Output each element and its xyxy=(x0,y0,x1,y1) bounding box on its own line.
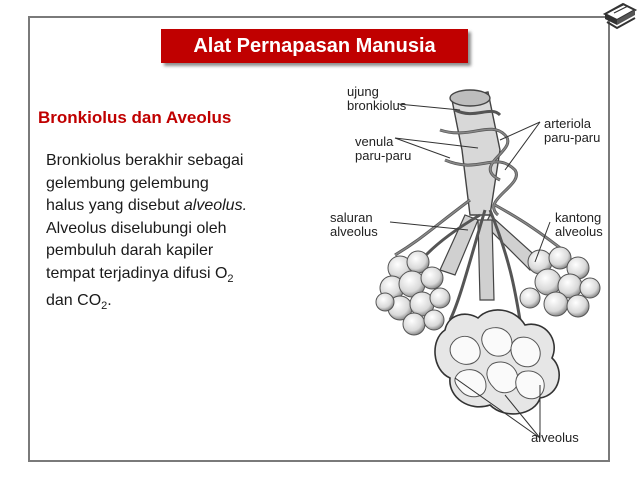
book-stack-icon xyxy=(601,0,638,32)
alveolus-term: alveolus. xyxy=(183,197,248,214)
label-arteriola-paru: paru-paru xyxy=(544,130,601,145)
alveolar-sac-right xyxy=(520,247,600,317)
body-line: Alveolus diselubungi oleh xyxy=(46,219,227,237)
body-paragraph xyxy=(46,150,296,318)
label-ujung: ujung xyxy=(347,84,379,99)
slide-title: Alat Pernapasan Manusia xyxy=(161,29,468,63)
body-line: pembuluh darah kapiler xyxy=(46,242,214,259)
alveoli-diagram xyxy=(320,74,620,454)
body-line: gelembung gelembung xyxy=(46,174,209,192)
alveolar-sac-left xyxy=(376,251,450,335)
label-venula: venula xyxy=(355,134,394,149)
body-line: Bronkiolus berakhir sebagai xyxy=(46,152,244,169)
label-saluran-alveolus: alveolus xyxy=(330,224,378,239)
section-heading: Bronkiolus dan Aveolus xyxy=(38,108,232,127)
label-kantong-alveolus: alveolus xyxy=(555,224,603,239)
label-bronkiolus: bronkiolus xyxy=(347,98,407,113)
body-line: dan $CO_2$. xyxy=(46,292,112,313)
alveolar-sac-section xyxy=(435,310,559,414)
label-alveolus: alveolus xyxy=(531,430,579,445)
body-line: halus yang disebut alveolus. xyxy=(46,197,248,214)
label-saluran: saluran xyxy=(330,210,373,225)
label-venula-paru: paru-paru xyxy=(355,148,412,163)
body-line: tempat terjadinya difusi $O_2$ xyxy=(46,264,234,285)
label-arteriola: arteriola xyxy=(544,116,591,131)
label-kantong: kantong xyxy=(555,210,602,225)
bronchiole-tube xyxy=(440,90,540,300)
